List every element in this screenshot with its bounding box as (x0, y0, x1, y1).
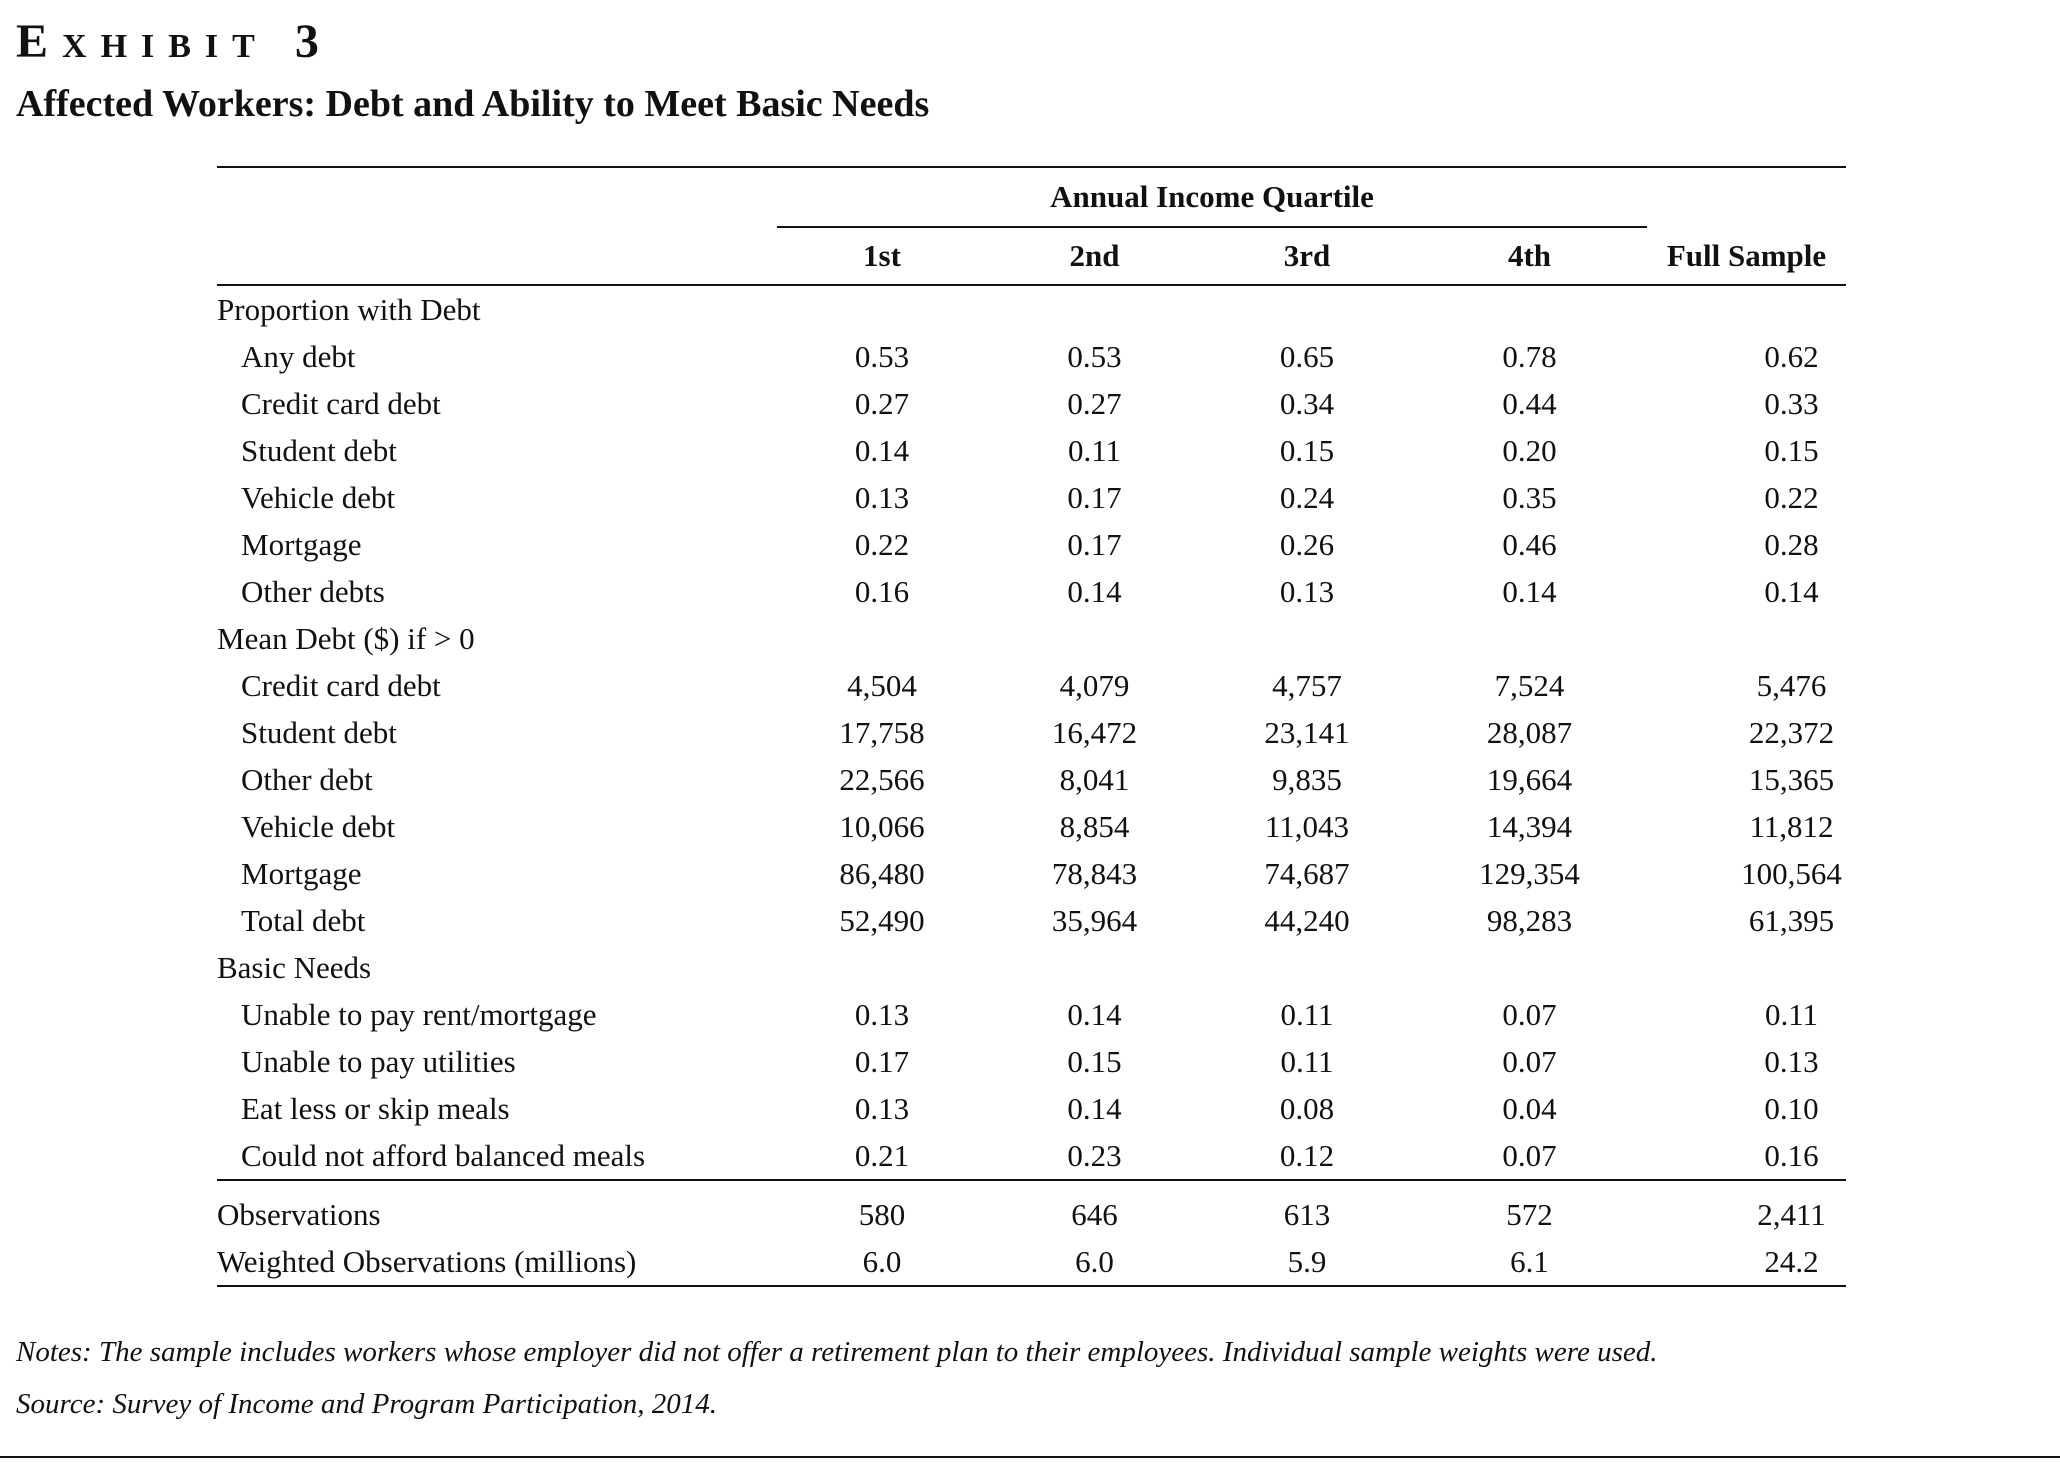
column-header: 3rd (1202, 227, 1412, 285)
column-header: 2nd (987, 227, 1202, 285)
bottom-rule (0, 1456, 2060, 1458)
value-cell: 0.14 (1502, 573, 1557, 609)
section-header-row (217, 944, 1846, 991)
value-cell: 0.62 (1764, 338, 1819, 374)
income-quartile-header: Annual Income Quartile (777, 167, 1647, 227)
row-label: Credit card debt (241, 667, 441, 703)
data-table (217, 166, 1846, 1287)
source-text: Source: Survey of Income and Program Participation, 2014. (16, 1388, 717, 1420)
value-cell: 0.33 (1764, 385, 1819, 421)
value-cell: 4,757 (1272, 667, 1342, 703)
value-cell: 0.78 (1502, 338, 1557, 374)
value-cell: 0.17 (1067, 526, 1122, 562)
row-label: Credit card debt (241, 385, 441, 421)
value-cell: 0.27 (1067, 385, 1122, 421)
row-label: Weighted Observations (millions) (217, 1238, 777, 1286)
exhibit-title: Affected Workers: Debt and Ability to Meet Basic Needs (16, 83, 930, 125)
value-cell: 0.65 (1279, 338, 1335, 374)
row-label: Unable to pay utilities (241, 1043, 516, 1079)
value-cell: 23,141 (1264, 714, 1350, 750)
section-header-row (217, 285, 1846, 333)
value-cell: 28,087 (1486, 714, 1573, 750)
row-label: Any debt (241, 338, 356, 374)
value-cell: 74,687 (1264, 855, 1350, 891)
value-cell: 0.14 (1067, 1090, 1122, 1126)
value-cell: 19,664 (1486, 761, 1573, 797)
value-cell: 0.11 (1067, 432, 1122, 468)
value-cell: 61,395 (1748, 902, 1835, 938)
value-cell: 0.46 (1502, 526, 1557, 562)
value-cell: 5.9 (1202, 1238, 1412, 1286)
row-label: Student debt (241, 714, 397, 750)
value-cell: 0.27 (854, 385, 910, 421)
table-row (217, 427, 1846, 474)
table-row (217, 991, 1846, 1038)
table-row (217, 850, 1846, 897)
value-cell: 16,472 (1051, 714, 1138, 750)
table-row (217, 803, 1846, 850)
column-header-full-sample: Full Sample (1647, 227, 1846, 285)
section-label: Basic Needs (217, 949, 372, 985)
value-cell: 0.04 (1502, 1090, 1557, 1126)
value-cell: 14,394 (1486, 808, 1573, 844)
value-cell: 0.24 (1279, 479, 1335, 515)
table-row (217, 1085, 1846, 1132)
column-header: 1st (777, 227, 987, 285)
value-cell: 0.22 (1764, 479, 1819, 515)
value-cell: 11,043 (1264, 808, 1350, 844)
value-cell: 35,964 (1051, 902, 1138, 938)
value-cell: 0.53 (854, 338, 910, 374)
value-cell: 44,240 (1264, 902, 1350, 938)
header-empty-cell (1647, 167, 1846, 227)
value-cell: 0.34 (1279, 385, 1335, 421)
value-cell: 613 (1202, 1180, 1412, 1238)
value-cell: 0.14 (854, 432, 910, 468)
value-cell: 78,843 (1051, 855, 1138, 891)
header-columns-row (217, 227, 1846, 285)
value-cell: 0.13 (854, 996, 910, 1032)
header-empty-cell (217, 227, 777, 285)
value-cell: 4,079 (1059, 667, 1130, 703)
value-cell: 0.21 (854, 1137, 910, 1173)
value-cell: 0.13 (1279, 573, 1335, 609)
table-row (217, 756, 1846, 803)
value-cell: 0.15 (1764, 432, 1819, 468)
row-label: Observations (217, 1180, 777, 1238)
value-cell: 0.14 (1067, 996, 1122, 1032)
header-group-row (217, 167, 1846, 227)
value-cell: 17,758 (839, 714, 925, 750)
value-cell: 5,476 (1756, 667, 1827, 703)
table-row (217, 380, 1846, 427)
section-header-row (217, 615, 1846, 662)
value-cell: 0.14 (1067, 573, 1122, 609)
value-cell: 646 (987, 1180, 1202, 1238)
observations-row (217, 1238, 1846, 1286)
value-cell: 0.11 (1280, 1043, 1334, 1079)
value-cell: 0.23 (1067, 1137, 1122, 1173)
value-cell: 129,354 (1479, 855, 1580, 891)
value-cell: 0.22 (854, 526, 910, 562)
value-cell: 0.12 (1279, 1137, 1335, 1173)
value-cell: 0.26 (1279, 526, 1335, 562)
value-cell: 98,283 (1486, 902, 1573, 938)
table-row (217, 521, 1846, 568)
value-cell: 2,411 (1647, 1180, 1846, 1238)
value-cell: 0.07 (1502, 996, 1557, 1032)
table-row (217, 568, 1846, 615)
value-cell: 0.07 (1502, 1137, 1557, 1173)
row-label: Total debt (241, 902, 366, 938)
value-cell: 0.11 (1764, 996, 1819, 1032)
value-cell: 0.10 (1764, 1090, 1819, 1126)
value-cell: 0.53 (1067, 338, 1122, 374)
section-label: Proportion with Debt (217, 291, 481, 327)
value-cell: 572 (1412, 1180, 1647, 1238)
row-label: Vehicle debt (241, 808, 396, 844)
value-cell: 0.28 (1764, 526, 1819, 562)
section-label: Mean Debt ($) if > 0 (217, 620, 475, 656)
table-row (217, 709, 1846, 756)
value-cell: 0.07 (1502, 1043, 1557, 1079)
table-row (217, 474, 1846, 521)
value-cell: 0.13 (854, 479, 910, 515)
value-cell: 6.0 (987, 1238, 1202, 1286)
value-cell: 86,480 (839, 855, 925, 891)
value-cell: 0.44 (1502, 385, 1557, 421)
row-label: Mortgage (241, 526, 362, 562)
value-cell: 0.14 (1764, 573, 1819, 609)
value-cell: 22,372 (1748, 714, 1835, 750)
value-cell: 0.17 (854, 1043, 910, 1079)
value-cell: 9,835 (1272, 761, 1342, 797)
value-cell: 24.2 (1647, 1238, 1846, 1286)
value-cell: 0.15 (1067, 1043, 1122, 1079)
value-cell: 15,365 (1748, 761, 1835, 797)
notes-text: Notes: The sample includes workers whose employer did not offer a retirement plan to their employees. Individual sample weights were used. (16, 1336, 1658, 1368)
value-cell: 580 (777, 1180, 987, 1238)
row-label: Vehicle debt (241, 479, 396, 515)
table-row (217, 1132, 1846, 1180)
row-label: Could not afford balanced meals (241, 1137, 646, 1173)
value-cell: 11,812 (1749, 808, 1834, 844)
value-cell: 4,504 (847, 667, 917, 703)
value-cell: 100,564 (1741, 855, 1842, 891)
table-row (217, 1038, 1846, 1085)
exhibit-label: Exhibit 3 (16, 15, 333, 68)
value-cell: 0.15 (1279, 432, 1335, 468)
value-cell: 52,490 (839, 902, 925, 938)
table-row (217, 662, 1846, 709)
value-cell: 0.11 (1280, 996, 1334, 1032)
row-label: Student debt (241, 432, 397, 468)
column-header: 4th (1412, 227, 1647, 285)
table-row (217, 897, 1846, 944)
value-cell: 22,566 (839, 761, 925, 797)
value-cell: 0.35 (1502, 479, 1557, 515)
value-cell: 7,524 (1494, 667, 1565, 703)
value-cell: 0.16 (854, 573, 910, 609)
value-cell: 0.08 (1279, 1090, 1335, 1126)
table-notes (16, 1326, 1657, 1430)
observations-row (217, 1180, 1846, 1238)
value-cell: 0.13 (854, 1090, 910, 1126)
value-cell: 8,854 (1059, 808, 1130, 844)
row-label: Other debts (241, 573, 385, 609)
header-empty-cell (217, 167, 777, 227)
row-label: Other debt (241, 761, 373, 797)
value-cell: 0.17 (1067, 479, 1122, 515)
value-cell: 6.1 (1412, 1238, 1647, 1286)
table-row (217, 333, 1846, 380)
value-cell: 0.16 (1764, 1137, 1819, 1173)
row-label: Mortgage (241, 855, 362, 891)
row-label: Unable to pay rent/mortgage (241, 996, 597, 1032)
value-cell: 0.20 (1502, 432, 1557, 468)
value-cell: 6.0 (777, 1238, 987, 1286)
value-cell: 8,041 (1059, 761, 1130, 797)
value-cell: 10,066 (839, 808, 925, 844)
value-cell: 0.13 (1764, 1043, 1819, 1079)
row-label: Eat less or skip meals (241, 1090, 510, 1126)
